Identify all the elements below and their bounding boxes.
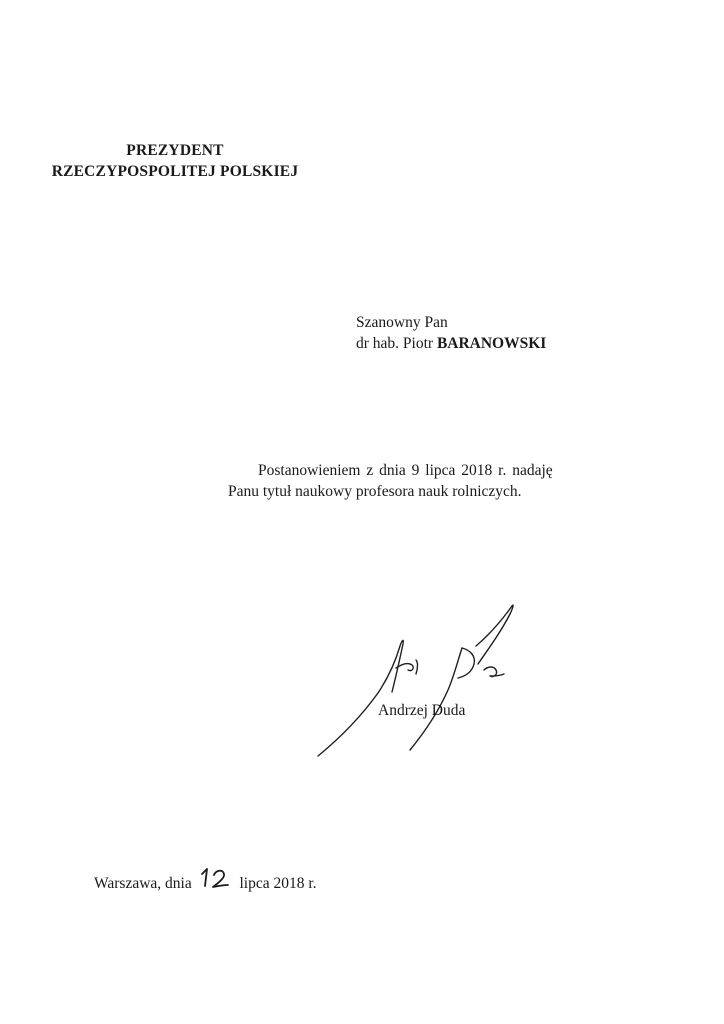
handwritten-day — [196, 870, 236, 892]
addressee-title-first-name: dr hab. Piotr — [356, 335, 437, 352]
place-and-date — [94, 870, 317, 894]
addressee-block — [356, 312, 546, 354]
handwritten-signature — [300, 598, 530, 768]
letterhead — [40, 140, 310, 182]
place-prefix: Warszawa, dnia — [94, 875, 196, 892]
date-suffix: lipca 2018 r. — [235, 875, 317, 892]
handwritten-day-glyph — [196, 866, 236, 892]
letterhead-subtitle: RZECZYPOSPOLITEJ POLSKIEJ — [51, 163, 299, 180]
addressee-surname: BARANOWSKI — [436, 335, 547, 352]
body-line-2: Panu tytuł naukowy profesora nauk rolniczych. — [228, 483, 522, 500]
addressee-name — [356, 333, 546, 354]
letterhead-title: PREZYDENT — [126, 142, 224, 159]
signer-name: Andrzej Duda — [378, 702, 466, 719]
salutation: Szanowny Pan — [356, 314, 448, 331]
body-line-1: Postanowieniem z dnia 9 lipca 2018 r. nadaję — [258, 462, 553, 479]
letter-body — [228, 460, 608, 502]
